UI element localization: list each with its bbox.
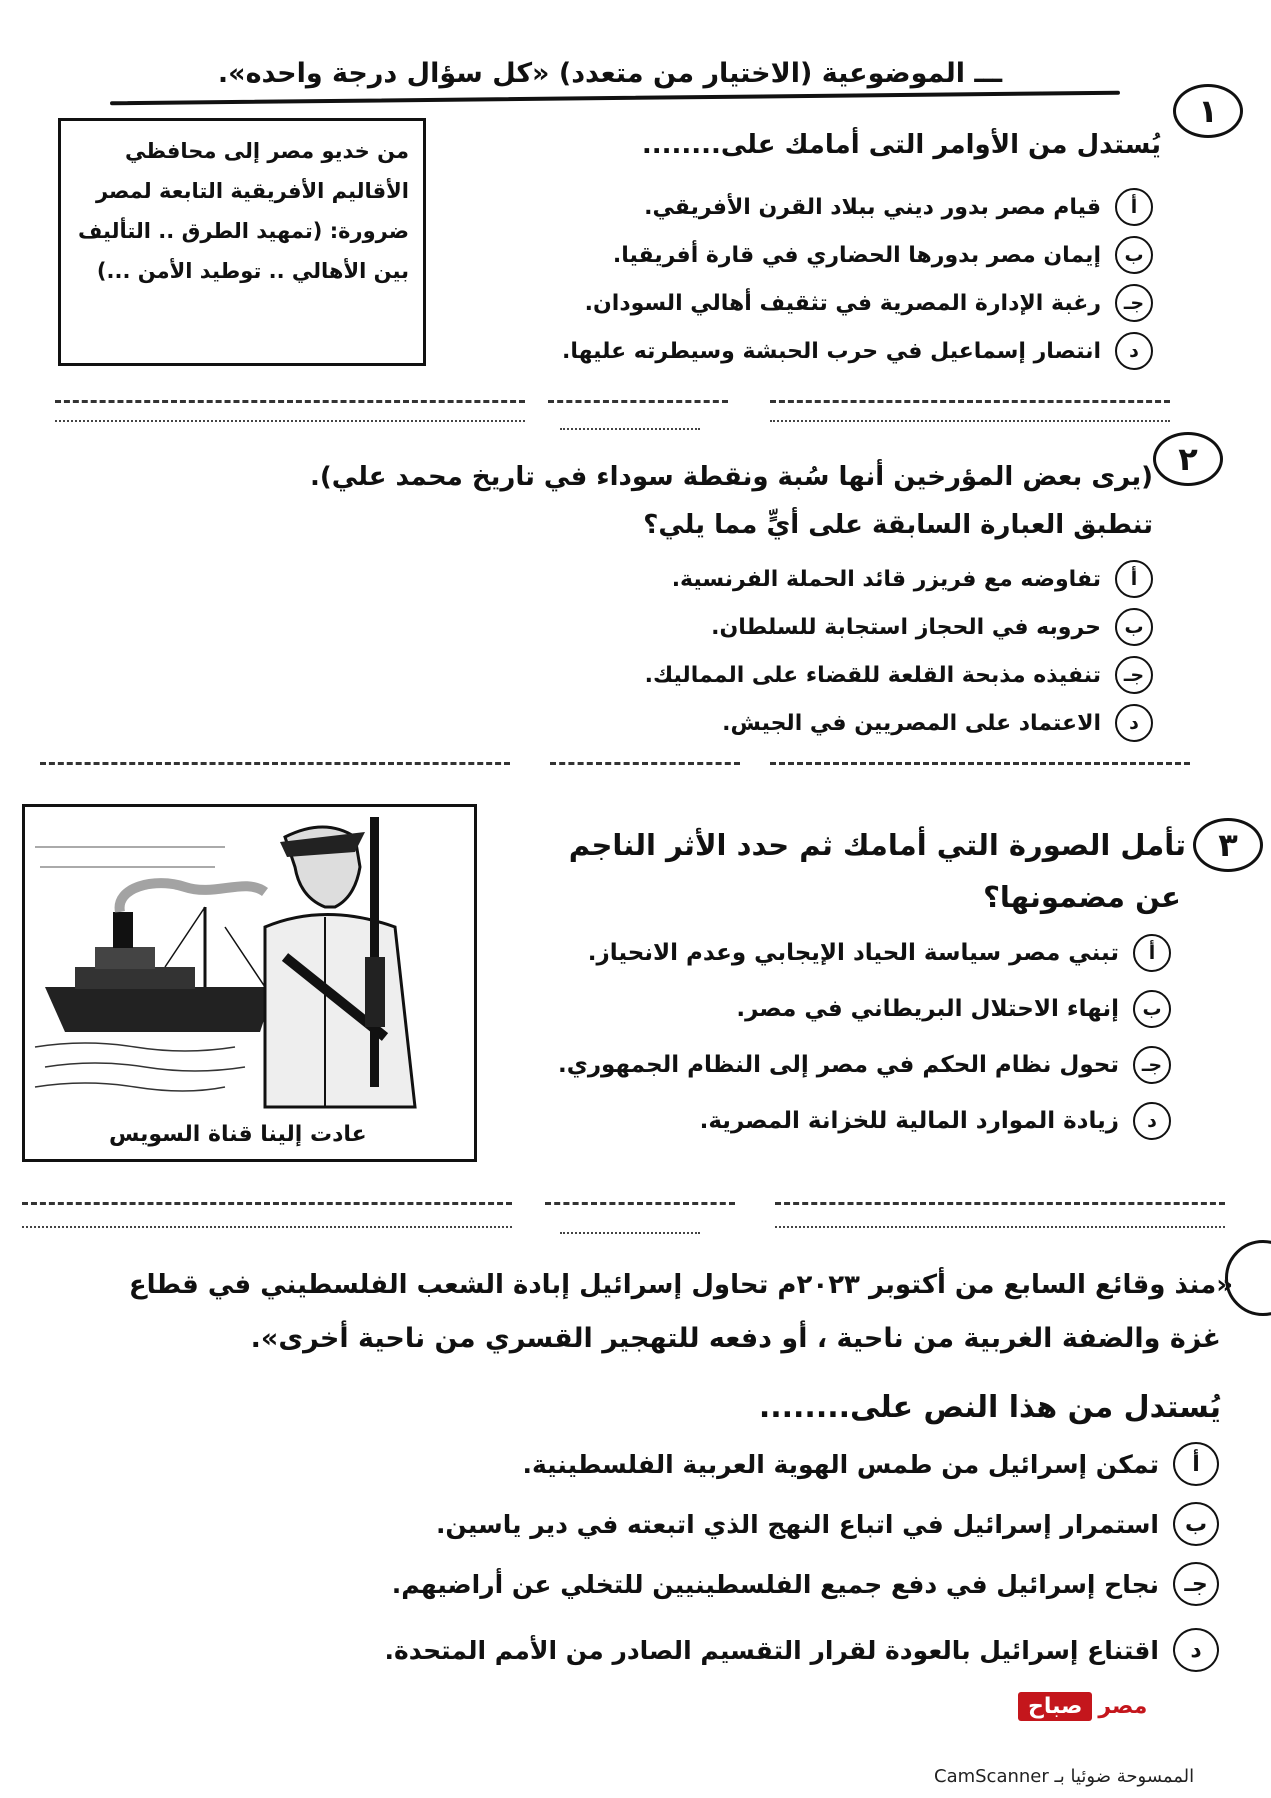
option-text: إنهاء الاحتلال البريطاني في مصر. bbox=[736, 996, 1119, 1022]
option-text: نجاح إسرائيل في دفع جميع الفلسطينيين للتخلي عن أراضيهم. bbox=[391, 1569, 1159, 1599]
separator bbox=[548, 400, 728, 405]
option-letter: جـ bbox=[1173, 1562, 1219, 1606]
q1-quote-box: من خديو مصر إلى محافظي الأقاليم الأفريقية التابعة لمصر ضرورة: (تمهيد الطرق .. التأليف بين الأهالي .. توطيد الأمن ...) bbox=[58, 118, 426, 366]
option-text: زيادة الموارد المالية للخزانة المصرية. bbox=[699, 1108, 1119, 1134]
q4-option-a[interactable] bbox=[523, 1442, 1220, 1486]
option-letter: د bbox=[1173, 1628, 1219, 1672]
question-number-1: ١ bbox=[1173, 84, 1243, 138]
q3-stem-line2: عن مضمونها؟ bbox=[983, 880, 1181, 914]
option-letter: أ bbox=[1173, 1442, 1219, 1486]
q3-image-caption: عادت إلينا قناة السويس bbox=[109, 1122, 367, 1147]
separator bbox=[775, 1226, 1225, 1230]
option-text: اقتناع إسرائيل بالعودة لقرار التقسيم الصادر من الأمم المتحدة. bbox=[384, 1635, 1159, 1665]
q4-passage-line2: غزة والضفة الغربية من ناحية ، أو دفعه للتهجير القسري من ناحية أخرى». bbox=[250, 1323, 1221, 1354]
q3-option-a[interactable] bbox=[588, 934, 1171, 972]
option-text: الاعتماد على المصريين في الجيش. bbox=[722, 710, 1101, 736]
option-letter: جـ bbox=[1115, 656, 1153, 694]
option-text: قيام مصر بدور ديني ببلاد القرن الأفريقي. bbox=[644, 194, 1101, 220]
q2-stem: (يرى بعض المؤرخين أنها سُبة ونقطة سوداء في تاريخ محمد علي). bbox=[310, 462, 1153, 492]
option-letter: جـ bbox=[1133, 1046, 1171, 1084]
q1-stem: يُستدل من الأوامر التى أمامك على........ bbox=[641, 130, 1161, 160]
separator bbox=[40, 762, 510, 767]
option-text: حروبه في الحجاز استجابة للسلطان. bbox=[711, 614, 1101, 640]
suez-canal-illustration bbox=[25, 807, 474, 1159]
option-letter: ب bbox=[1133, 990, 1171, 1028]
separator bbox=[770, 762, 1190, 767]
option-letter: د bbox=[1115, 332, 1153, 370]
separator bbox=[560, 428, 700, 432]
q1-option-b[interactable] bbox=[613, 236, 1153, 274]
separator bbox=[775, 1202, 1225, 1207]
option-text: استمرار إسرائيل في اتباع النهج الذي اتبعته في دير ياسين. bbox=[435, 1509, 1159, 1539]
option-letter: أ bbox=[1133, 934, 1171, 972]
separator bbox=[22, 1226, 512, 1230]
option-text: تنفيذه مذبحة القلعة للقضاء على المماليك. bbox=[644, 662, 1101, 688]
q2-option-b[interactable] bbox=[711, 608, 1153, 646]
separator bbox=[545, 1202, 735, 1207]
option-text: إيمان مصر بدورها الحضاري في قارة أفريقيا. bbox=[612, 242, 1101, 268]
option-text: تحول نظام الحكم في مصر إلى النظام الجمهوري. bbox=[558, 1052, 1119, 1078]
option-letter: ب bbox=[1115, 608, 1153, 646]
q3-option-b[interactable] bbox=[736, 990, 1171, 1028]
header-underline bbox=[110, 91, 1120, 106]
watermark-box: صباح bbox=[1018, 1692, 1092, 1721]
question-number-2: ٢ bbox=[1153, 432, 1223, 486]
q2-option-c[interactable] bbox=[645, 656, 1153, 694]
separator bbox=[550, 762, 740, 767]
q2-option-a[interactable] bbox=[672, 560, 1153, 598]
q2-question: تنطبق العبارة السابقة على أيٍّ مما يلي؟ bbox=[643, 510, 1153, 540]
separator bbox=[560, 1232, 700, 1236]
option-text: تمكن إسرائيل من طمس الهوية العربية الفلسطينية. bbox=[522, 1449, 1159, 1479]
option-text: تفاوضه مع فريزر قائد الحملة الفرنسية. bbox=[671, 566, 1101, 592]
separator bbox=[770, 420, 1170, 424]
option-letter: أ bbox=[1115, 188, 1153, 226]
q1-option-c[interactable] bbox=[585, 284, 1153, 322]
q4-option-d[interactable] bbox=[384, 1628, 1219, 1672]
question-number-3: ٣ bbox=[1193, 818, 1263, 872]
option-text: تبني مصر سياسة الحياد الإيجابي وعدم الانحياز. bbox=[587, 940, 1119, 966]
watermark-text: مصر bbox=[1098, 1694, 1148, 1719]
section-title: ـــ الموضوعية (الاختيار من متعدد) «كل سؤال درجة واحده». bbox=[217, 58, 1003, 89]
watermark-logo bbox=[1018, 1692, 1147, 1721]
q2-option-d[interactable] bbox=[722, 704, 1153, 742]
q3-option-d[interactable] bbox=[700, 1102, 1171, 1140]
option-letter: ب bbox=[1115, 236, 1153, 274]
option-letter: جـ bbox=[1115, 284, 1153, 322]
q1-option-a[interactable] bbox=[644, 188, 1153, 226]
option-letter: د bbox=[1133, 1102, 1171, 1140]
separator bbox=[770, 400, 1170, 405]
separator bbox=[22, 1202, 512, 1207]
option-text: انتصار إسماعيل في حرب الحبشة وسيطرته عليها. bbox=[562, 338, 1101, 364]
camscanner-footer: الممسوحة ضوئيا بـ CamScanner bbox=[934, 1766, 1195, 1787]
q3-image bbox=[22, 804, 477, 1162]
option-text: رغبة الإدارة المصرية في تثقيف أهالي السودان. bbox=[584, 290, 1101, 316]
q4-stem: يُستدل من هذا النص على........ bbox=[758, 1390, 1221, 1425]
q4-option-c[interactable] bbox=[392, 1562, 1219, 1606]
q3-stem-line1: تأمل الصورة التي أمامك ثم حدد الأثر الناجم bbox=[568, 828, 1186, 862]
option-letter: ب bbox=[1173, 1502, 1219, 1546]
q4-option-b[interactable] bbox=[436, 1502, 1219, 1546]
q1-option-d[interactable] bbox=[562, 332, 1153, 370]
separator bbox=[55, 400, 525, 405]
q3-option-c[interactable] bbox=[558, 1046, 1171, 1084]
q4-passage-line1: «منذ وقائع السابع من أكتوبر ٢٠٢٣م تحاول إسرائيل إبادة الشعب الفلسطيني في قطاع bbox=[128, 1270, 1233, 1300]
option-letter: أ bbox=[1115, 560, 1153, 598]
separator bbox=[55, 420, 525, 424]
option-letter: د bbox=[1115, 704, 1153, 742]
